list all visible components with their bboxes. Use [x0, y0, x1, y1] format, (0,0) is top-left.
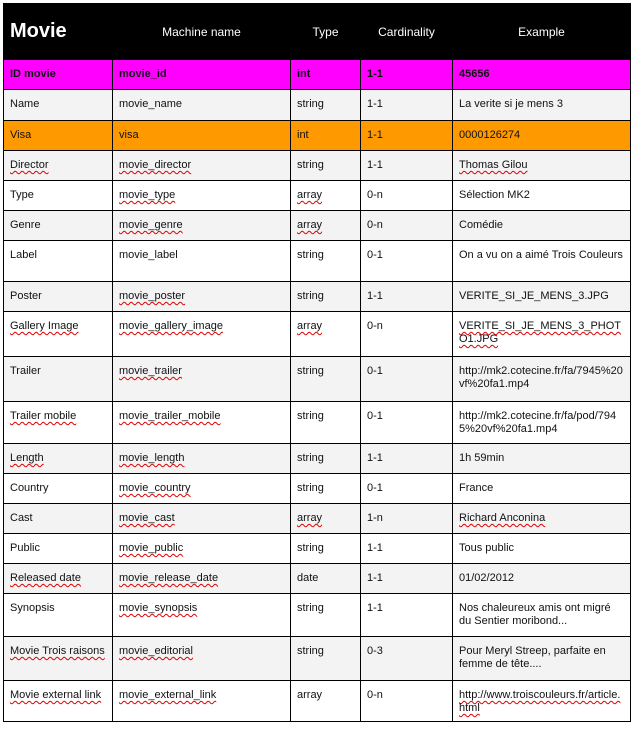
cell-example: 01/02/2012 — [453, 564, 631, 594]
cell-cardinality: 1-1 — [361, 282, 453, 312]
cell-cardinality: 0-3 — [361, 637, 453, 681]
header-row — [4, 4, 631, 60]
cell-cardinality: 1-1 — [361, 444, 453, 474]
cell-type: array — [291, 312, 361, 357]
cell-cardinality: 1-1 — [361, 121, 453, 151]
table-row-movie-external-link — [4, 681, 631, 722]
cell-field: Trailer — [4, 357, 113, 402]
cell-machine-name: movie_name — [113, 90, 291, 121]
cell-field: Country — [4, 474, 113, 504]
cell-cardinality: 0-n — [361, 312, 453, 357]
table-row-trailer-mobile — [4, 402, 631, 444]
cell-cardinality: 0-n — [361, 181, 453, 211]
cell-example: Thomas Gilou — [453, 151, 631, 181]
table-title: Movie — [4, 4, 113, 60]
table-body — [4, 60, 631, 722]
cell-machine-name: movie_editorial — [113, 637, 291, 681]
table-row-movie-trois-raisons — [4, 637, 631, 681]
cell-example: http://mk2.cotecine.fr/fa/7945%20vf%20fa1.mp4 — [453, 357, 631, 402]
cell-cardinality: 1-1 — [361, 90, 453, 121]
cell-type: int — [291, 121, 361, 151]
cell-machine-name: movie_release_date — [113, 564, 291, 594]
table-row-id-movie — [4, 60, 631, 90]
cell-example: On a vu on a aimé Trois Couleurs — [453, 241, 631, 282]
cell-field: Movie Trois raisons — [4, 637, 113, 681]
cell-type: string — [291, 357, 361, 402]
cell-cardinality: 1-1 — [361, 534, 453, 564]
table-row-cast — [4, 504, 631, 534]
header-example: Example — [453, 4, 631, 60]
header-type: Type — [291, 4, 361, 60]
table-row-released-date — [4, 564, 631, 594]
table-row-director — [4, 151, 631, 181]
cell-cardinality: 0-1 — [361, 357, 453, 402]
cell-machine-name: movie_trailer — [113, 357, 291, 402]
cell-machine-name: visa — [113, 121, 291, 151]
cell-example: Tous public — [453, 534, 631, 564]
table-row-length — [4, 444, 631, 474]
cell-machine-name: movie_genre — [113, 211, 291, 241]
cell-type: string — [291, 90, 361, 121]
cell-machine-name: movie_type — [113, 181, 291, 211]
cell-example: 1h 59min — [453, 444, 631, 474]
cell-machine-name: movie_length — [113, 444, 291, 474]
cell-cardinality: 1-1 — [361, 151, 453, 181]
cell-cardinality: 0-1 — [361, 402, 453, 444]
cell-type: string — [291, 444, 361, 474]
cell-example: Nos chaleureux amis ont migré du Sentier moribond... — [453, 594, 631, 637]
cell-field: Label — [4, 241, 113, 282]
cell-field: Poster — [4, 282, 113, 312]
cell-type: string — [291, 474, 361, 504]
cell-field: Visa — [4, 121, 113, 151]
cell-field: Gallery Image — [4, 312, 113, 357]
cell-type: array — [291, 211, 361, 241]
cell-field: Released date — [4, 564, 113, 594]
cell-machine-name: movie_country — [113, 474, 291, 504]
cell-example: La verite si je mens 3 — [453, 90, 631, 121]
cell-field: Public — [4, 534, 113, 564]
table-row-name — [4, 90, 631, 121]
cell-type: date — [291, 564, 361, 594]
cell-field: Trailer mobile — [4, 402, 113, 444]
cell-cardinality: 1-1 — [361, 594, 453, 637]
cell-field: Name — [4, 90, 113, 121]
cell-field: Movie external link — [4, 681, 113, 722]
cell-field: Director — [4, 151, 113, 181]
table-row-gallery-image — [4, 312, 631, 357]
table-row-trailer — [4, 357, 631, 402]
cell-cardinality: 0-n — [361, 211, 453, 241]
cell-example: Comédie — [453, 211, 631, 241]
cell-type: string — [291, 151, 361, 181]
table-row-public — [4, 534, 631, 564]
cell-type: int — [291, 60, 361, 90]
table-row-type — [4, 181, 631, 211]
cell-example: Pour Meryl Streep, parfaite en femme de tête.... — [453, 637, 631, 681]
cell-machine-name: movie_external_link — [113, 681, 291, 722]
cell-machine-name: movie_gallery_image — [113, 312, 291, 357]
cell-field: Cast — [4, 504, 113, 534]
cell-cardinality: 0-n — [361, 681, 453, 722]
cell-machine-name: movie_poster — [113, 282, 291, 312]
cell-machine-name: movie_id — [113, 60, 291, 90]
cell-type: array — [291, 681, 361, 722]
cell-cardinality: 0-1 — [361, 474, 453, 504]
cell-field: ID movie — [4, 60, 113, 90]
table-row-country — [4, 474, 631, 504]
cell-example: http://www.troiscouleurs.fr/article.html — [453, 681, 631, 722]
table-row-visa — [4, 121, 631, 151]
cell-type: string — [291, 241, 361, 282]
cell-example: France — [453, 474, 631, 504]
cell-example: http://mk2.cotecine.fr/fa/pod/7945%20vf%20fa1.mp4 — [453, 402, 631, 444]
cell-type: array — [291, 504, 361, 534]
table-row-label — [4, 241, 631, 282]
cell-example: Sélection MK2 — [453, 181, 631, 211]
header-machine-name: Machine name — [113, 4, 291, 60]
cell-type: string — [291, 637, 361, 681]
cell-cardinality: 0-1 — [361, 241, 453, 282]
cell-field: Synopsis — [4, 594, 113, 637]
cell-type: string — [291, 282, 361, 312]
cell-example: VERITE_SI_JE_MENS_3.JPG — [453, 282, 631, 312]
table-row-poster — [4, 282, 631, 312]
cell-example: 45656 — [453, 60, 631, 90]
table-row-genre — [4, 211, 631, 241]
cell-cardinality: 1-1 — [361, 60, 453, 90]
cell-machine-name: movie_public — [113, 534, 291, 564]
cell-field: Length — [4, 444, 113, 474]
cell-type: string — [291, 402, 361, 444]
cell-cardinality: 1-1 — [361, 564, 453, 594]
cell-cardinality: 1-n — [361, 504, 453, 534]
cell-example: 0000126274 — [453, 121, 631, 151]
cell-machine-name: movie_synopsis — [113, 594, 291, 637]
cell-machine-name: movie_trailer_mobile — [113, 402, 291, 444]
cell-machine-name: movie_cast — [113, 504, 291, 534]
cell-field: Type — [4, 181, 113, 211]
cell-machine-name: movie_director — [113, 151, 291, 181]
table-row-synopsis — [4, 594, 631, 637]
cell-example: Richard Anconina — [453, 504, 631, 534]
cell-machine-name: movie_label — [113, 241, 291, 282]
movie-fields-table — [3, 3, 631, 722]
cell-field: Genre — [4, 211, 113, 241]
table-header — [4, 4, 631, 60]
cell-example: VERITE_SI_JE_MENS_3_PHOTO1.JPG — [453, 312, 631, 357]
cell-type: array — [291, 181, 361, 211]
cell-type: string — [291, 594, 361, 637]
header-cardinality: Cardinality — [361, 4, 453, 60]
movie-schema-document — [3, 3, 630, 722]
cell-type: string — [291, 534, 361, 564]
